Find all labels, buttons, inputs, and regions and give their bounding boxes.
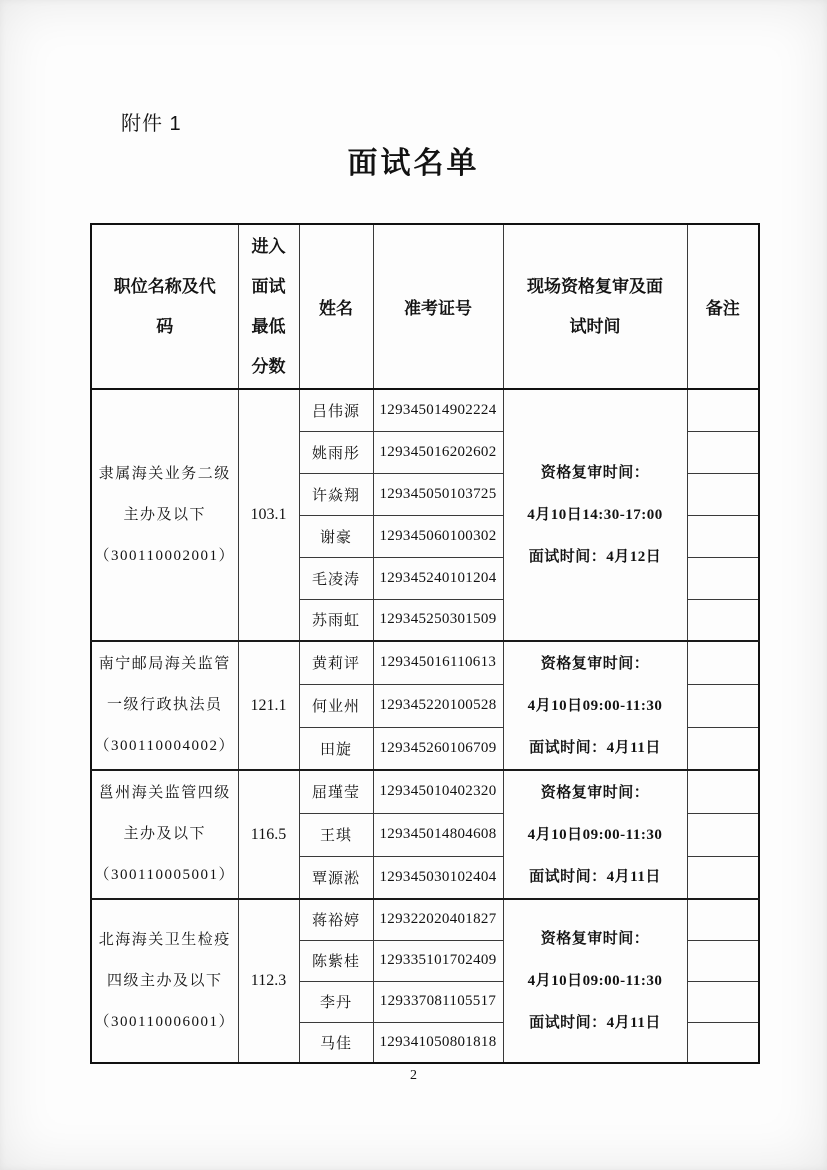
exam-number-cell: 129337081105517 xyxy=(373,981,503,1022)
exam-number-cell: 129345014804608 xyxy=(373,813,503,856)
header-line: 码 xyxy=(156,316,174,336)
job-position-line: 主办及以下 xyxy=(123,826,206,842)
candidate-name-cell: 陈紫桂 xyxy=(299,940,373,981)
remark-cell xyxy=(687,899,759,940)
review-time-line: 4月10日09:00-11:30 xyxy=(527,973,663,989)
exam-number-cell: 129345250301509 xyxy=(373,599,503,641)
candidate-name-cell: 覃源淞 xyxy=(299,856,373,899)
exam-number-cell: 129345016202602 xyxy=(373,431,503,473)
column-header-remark: 备注 xyxy=(687,224,759,389)
interview-time-line: 面试时间：4月12日 xyxy=(528,549,662,565)
exam-number-cell: 129345060100302 xyxy=(373,515,503,557)
candidate-name-cell: 许焱翔 xyxy=(299,473,373,515)
interview-time-line: 面试时间：4月11日 xyxy=(529,868,661,885)
exam-number-cell: 129345016110613 xyxy=(373,641,503,684)
header-line: 进入 xyxy=(251,236,286,256)
remark-cell xyxy=(687,940,759,981)
min-score-cell: 103.1 xyxy=(238,389,299,641)
min-score-cell: 112.3 xyxy=(238,899,299,1063)
interview-time-line: 面试时间：4月11日 xyxy=(529,1015,661,1031)
candidate-name-cell: 黄莉评 xyxy=(299,641,373,684)
document-title: 面试名单 xyxy=(347,147,480,180)
column-header-name: 姓名 xyxy=(299,224,373,389)
header-row xyxy=(91,224,759,389)
remark-cell xyxy=(687,1022,759,1063)
candidate-name-cell: 王琪 xyxy=(299,813,373,856)
table-row xyxy=(91,389,759,431)
job-position-line: 主办及以下 xyxy=(123,506,206,523)
candidate-name-cell: 蒋裕婷 xyxy=(299,899,373,940)
job-position-line: 一级行政执法员 xyxy=(106,697,223,713)
remark-cell xyxy=(687,856,759,899)
exam-number-cell: 129345030102404 xyxy=(373,856,503,899)
remark-cell xyxy=(687,981,759,1022)
review-time-line: 4月10日09:00-11:30 xyxy=(527,826,663,843)
review-time-line: 资格复审时间： xyxy=(540,465,650,481)
table-row xyxy=(91,899,759,940)
review-time-cell xyxy=(503,899,687,1063)
review-time-cell xyxy=(503,389,687,641)
exam-number-cell: 129345014902224 xyxy=(373,389,503,431)
exam-number-cell: 129345220100528 xyxy=(373,684,503,727)
candidate-name-cell: 田旋 xyxy=(299,727,373,770)
exam-number-cell: 129345240101204 xyxy=(373,557,503,599)
candidate-name-cell: 马佳 xyxy=(299,1022,373,1063)
column-header-min-score xyxy=(238,224,299,389)
job-position-code: （300110002001） xyxy=(94,547,235,564)
exam-number-cell: 129345010402320 xyxy=(373,770,503,813)
candidate-name-cell: 姚雨彤 xyxy=(299,431,373,473)
exam-number-cell: 129345050103725 xyxy=(373,473,503,515)
review-time-cell xyxy=(503,770,687,899)
job-position-cell xyxy=(91,641,238,770)
job-position-line: 隶属海关业务二级 xyxy=(98,465,231,482)
remark-cell xyxy=(687,473,759,515)
remark-cell xyxy=(687,389,759,431)
header-line: 现场资格复审及面 xyxy=(527,276,663,296)
interview-time-line: 面试时间：4月11日 xyxy=(529,739,661,756)
exam-number-cell: 129341050801818 xyxy=(373,1022,503,1063)
candidate-name-cell: 谢豪 xyxy=(299,515,373,557)
header-line: 最低 xyxy=(251,316,286,336)
candidate-name-cell: 屈瑾莹 xyxy=(299,770,373,813)
job-position-line: 四级主办及以下 xyxy=(106,972,223,989)
column-header-review-time xyxy=(503,224,687,389)
remark-cell xyxy=(687,641,759,684)
table-row xyxy=(91,770,759,813)
candidate-name-cell: 李丹 xyxy=(299,981,373,1022)
review-time-line: 4月10日09:00-11:30 xyxy=(527,697,663,714)
header-line: 面试 xyxy=(251,276,286,296)
remark-cell xyxy=(687,770,759,813)
column-header-position xyxy=(91,224,238,389)
exam-number-cell: 129322020401827 xyxy=(373,899,503,940)
column-header-exam-number: 准考证号 xyxy=(373,224,503,389)
remark-cell xyxy=(687,727,759,770)
job-position-code: （300110004002） xyxy=(94,738,235,754)
interview-roster-table xyxy=(90,223,760,1064)
candidate-name-cell: 何业州 xyxy=(299,684,373,727)
job-position-cell xyxy=(91,899,238,1063)
candidate-name-cell: 苏雨虹 xyxy=(299,599,373,641)
remark-cell xyxy=(687,431,759,473)
review-time-line: 4月10日14:30-17:00 xyxy=(527,507,663,523)
job-position-cell xyxy=(91,389,238,641)
remark-cell xyxy=(687,515,759,557)
candidate-name-cell: 毛凌涛 xyxy=(299,557,373,599)
job-position-line: 北海海关卫生检疫 xyxy=(98,931,231,948)
review-time-line: 资格复审时间： xyxy=(540,655,650,672)
job-position-code: （300110005001） xyxy=(94,867,235,883)
remark-cell xyxy=(687,684,759,727)
candidate-name-cell: 吕伟源 xyxy=(299,389,373,431)
job-position-line: 南宁邮局海关监管 xyxy=(98,656,231,672)
exam-number-cell: 129345260106709 xyxy=(373,727,503,770)
page-number: 2 xyxy=(410,1068,417,1083)
exam-number-cell: 129335101702409 xyxy=(373,940,503,981)
review-time-cell xyxy=(503,641,687,770)
min-score-cell: 121.1 xyxy=(238,641,299,770)
attachment-label: 附件 1 xyxy=(121,113,182,135)
remark-cell xyxy=(687,557,759,599)
review-time-line: 资格复审时间： xyxy=(540,931,650,947)
table-row xyxy=(91,641,759,684)
job-position-cell xyxy=(91,770,238,899)
job-position-code: （300110006001） xyxy=(94,1013,235,1030)
review-time-line: 资格复审时间： xyxy=(540,784,650,801)
header-line: 职位名称及代 xyxy=(113,276,216,296)
remark-cell xyxy=(687,599,759,641)
min-score-cell: 116.5 xyxy=(238,770,299,899)
header-line: 分数 xyxy=(251,356,286,376)
remark-cell xyxy=(687,813,759,856)
header-line: 试时间 xyxy=(569,316,621,336)
job-position-line: 邕州海关监管四级 xyxy=(98,785,231,801)
